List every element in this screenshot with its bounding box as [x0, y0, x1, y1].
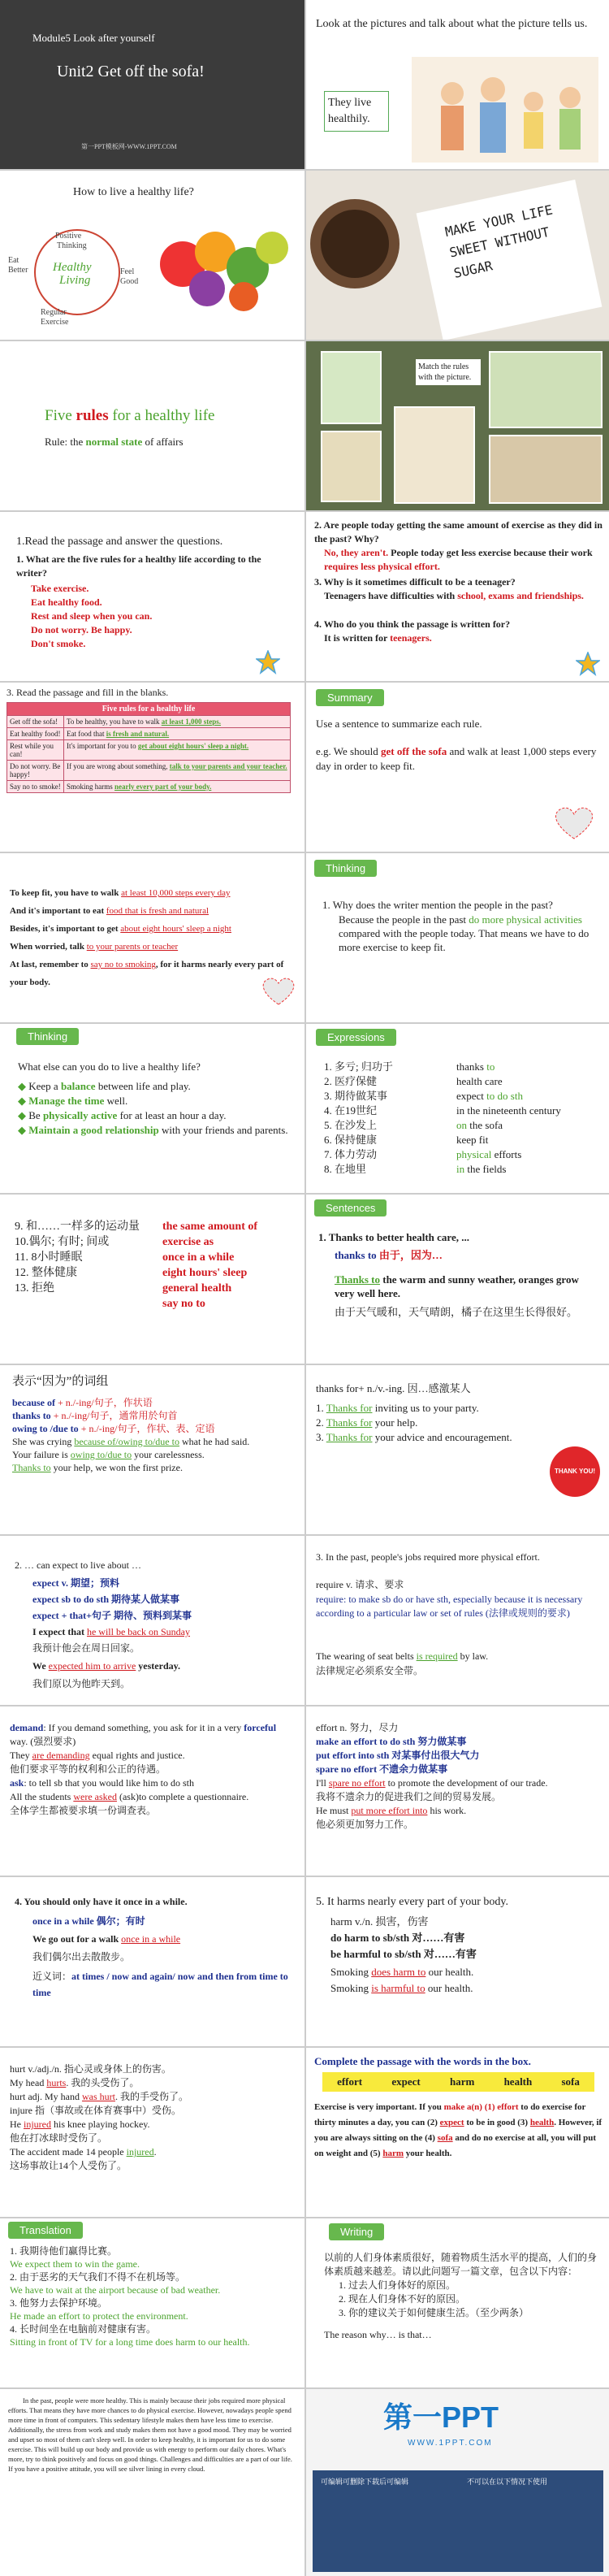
thank-you-badge: THANK YOU! [550, 1446, 600, 1497]
expressions-english-2: the same amount of exercise as once in a while eight hours' sleep general health say no to [162, 1221, 258, 1310]
summary-label: Summary [316, 689, 384, 706]
complete-passage: Exercise is very important. If you make a(n) (1) effort to do exercise for thirty minutes a day, you can (2) expect to be in good (3) health. However, if you are always sitting on the (4) sofa and do no exercise at all, you will put on weight and (5) harm your health. [314, 2102, 603, 2158]
footer-col-2: 不可以在以下情况下使用 [467, 2478, 548, 2486]
slide-demand [0, 1706, 304, 1876]
expect-heading: 2. … can expect to live about … [15, 1559, 141, 1571]
answer-1-2: Eat healthy food. [31, 596, 102, 608]
sentence-thanks-to: thanks to 由于，因为… [335, 1249, 443, 1261]
slide-complete-passage [304, 2048, 609, 2217]
svg-text:Regular: Regular [41, 308, 67, 317]
slide-expect [0, 1536, 304, 1705]
writing-prompt: 以前的人们身体素质很好，随着物质生活水平的提高，人们的身体素质越来越差。请以此问题写一篇文章，包含以下内容： 1. 过去人们身体好的原因。 2. 现在人们身体不好的原因。 3. 你的建议关于如何健康生活。（至少两条） The reason why… is that… [324, 2252, 598, 2340]
row-11 [0, 1706, 609, 1877]
intro-answer: They live healthily. [324, 91, 389, 132]
row-8 [0, 1195, 609, 1365]
slide-healthy-life [0, 171, 304, 340]
row-14 [0, 2218, 609, 2389]
svg-text:Living: Living [59, 274, 91, 287]
slide-sentences [304, 1195, 609, 1364]
row-12 [0, 1877, 609, 2048]
word-box: effort expect harm health sofa [322, 2072, 594, 2092]
slide-questions-2 [304, 512, 609, 681]
translation-list: 1. 我期待他们赢得比赛。 We expect them to win the game. 2. 由于恶劣的天气我们不得不在机场等。 We have to wait at the airport because of bad weather. 3. 他努力去保护环境。 He made an effort to protect the environment. 4. 长时间坐在电脑前对健康有害。 Sitting in front of TV for a long time does harm to our health. [10, 2245, 250, 2348]
slide-brand [304, 2389, 609, 2576]
five-rules-title: Five rules for a healthy life [45, 407, 215, 424]
because-heading: 表示“因为”的词组 [12, 1375, 109, 1388]
once-heading: 4. You should only have it once in a while. [15, 1896, 188, 1907]
brand-logo: 第一PPT [383, 2400, 499, 2434]
harm-heading: 5. It harms nearly every part of your body. [316, 1896, 509, 1908]
slide-title [0, 0, 304, 169]
thinking-answer: Because the people in the past do more physical activities compared with the people today. That means we have to do more exercise to keep fit. [339, 913, 590, 953]
expect-usage-2: expect + that+句子 期待、预料到某事 [32, 1610, 192, 1621]
summary-answers: To keep fit, you have to walk at least 10,000 steps every day And it's important to eat food that is fresh and natural Besides, it's important to get about eight hours' sleep a night When worried, talk to your parents or teacher At last, remember to say no to smoking, for it harms nearly every part of your body. [10, 888, 284, 987]
picture-2 [321, 431, 382, 502]
slide-because [0, 1365, 304, 1534]
brand-site: WWW.1PPT.COM [408, 2439, 493, 2448]
row-10 [0, 1536, 609, 1706]
svg-text:Eat: Eat [8, 256, 19, 265]
module-label: Module5 Look after yourself [32, 32, 155, 44]
table-row: Do not worry. Be happy! If you are wrong about something, talk to your parents and your teacher. [7, 761, 291, 781]
table-row: Say no to smoke! Smoking harms nearly every part of your body. [7, 781, 291, 793]
once-synonyms: 近义词：at times / now and again/ now and then from time to time [32, 1971, 288, 1998]
rule-definition: Rule: the normal state of affairs [45, 436, 184, 448]
require-example: The wearing of seat belts is required by law. [316, 1650, 489, 1662]
slide-sugar-card [304, 171, 609, 340]
svg-text:Healthy: Healthy [53, 261, 92, 274]
slide-match [304, 341, 609, 510]
slide-intro [304, 0, 609, 169]
translation-label: Translation [8, 2222, 83, 2239]
because-phrases: because of + n./-ing/句子，作状语 thanks to + n./-ing/句子，通常用於句首 owing to /due to + n./-ing/句子，作状、表、定语 She was crying because of/owing to/due to what he had said. Your failure is owing to/due to your carelessness. Thanks to your help, we won the first prize. [12, 1397, 250, 1473]
harm-example-1: Smoking does harm to our health. [330, 1966, 474, 1978]
expressions-english: thanks to health care expect to do sth in the nineteenth century on the sofa keep fit physical efforts in the fields [456, 1060, 561, 1175]
question-4: 4. Who do you think the passage is written for? [314, 618, 511, 630]
table-row: Get off the sofa! To be healthy, you have to walk at least 1,000 steps. [7, 716, 291, 728]
site-label: 第一PPT模板网-WWW.1PPT.COM [81, 143, 177, 150]
writing-label: Writing [329, 2223, 384, 2240]
picture-4 [489, 351, 603, 428]
demand-block: demand: If you demand something, you ask for it in a very forceful way. (强烈要求) They are demanding equal rights and justice. 他们要求平等的权利和公正的待遇。 ask: to tell sb that you would like him to do sth All the students were asked (ask)to complete a questionnaire. 全体学生都被要求填一份调查表。 [10, 1722, 277, 1816]
answer-3: Teenagers have difficulties with school, exams and friendships. [324, 590, 584, 601]
slide-fill-table [0, 683, 304, 852]
row-2 [0, 171, 609, 341]
healthy-cycle-diagram [8, 215, 146, 329]
svg-text:Positive: Positive [55, 232, 82, 241]
table-row: Eat healthy food! Eat food that is fresh and natural. [7, 728, 291, 740]
slide-thinking-1 [304, 853, 609, 1022]
expect-meaning: expect v. 期望；预料 [32, 1577, 119, 1589]
question-2: 2. Are people today getting the same amount of exercise as they did in the past? Why? [314, 519, 603, 544]
star-icon [576, 652, 600, 676]
slide-summary [304, 683, 609, 852]
svg-text:Feel: Feel [120, 267, 135, 276]
summary-example: e.g. We should get off the sofa and walk at least 1,000 steps every day in order to keep fit. [316, 745, 597, 772]
list-item: ◆ Manage the time well. [18, 1095, 128, 1107]
thinking-question: What else can you do to live a healthy life? [18, 1060, 201, 1073]
summary-instruction: Use a sentence to summarize each rule. [316, 718, 482, 730]
heart-icon [258, 975, 299, 1008]
star-icon [256, 650, 280, 674]
sentence-1: 1. Thanks to better health care, ... [318, 1231, 469, 1243]
picture-3 [394, 406, 475, 504]
row-3 [0, 341, 609, 512]
complete-heading: Complete the passage with the words in the box. [314, 2055, 531, 2067]
slide-thinking-2 [0, 1024, 304, 1193]
slide-expressions-2 [0, 1195, 304, 1364]
svg-text:Better: Better [8, 266, 28, 275]
slide-summary-answers [0, 853, 304, 1022]
sentence-example: Thanks to the warm and sunny weather, oranges grow very well here. [335, 1273, 579, 1299]
effort-block: effort n. 努力，尽力 make an effort to do sth 努力做某事 put effort into sth 对某事付出很大气力 spare no effort 不遗余力做某事 I'll spare no effort to promote the development of our trade. 我将不遗余力的促进我们之间的贸易发展。 He must put more effort into his work. 他必须更加努力工作。 [316, 1722, 548, 1830]
thinking-question: 1. Why does the writer mention the people in the past? [322, 899, 553, 911]
once-meaning: once in a while 偶尔；有时 [32, 1915, 145, 1927]
answer-1-5: Don't smoke. [31, 638, 86, 649]
harm-usage-2: be harmful to sb/sth 对……有害 [330, 1948, 477, 1960]
svg-text:Thinking: Thinking [57, 241, 87, 250]
expect-example-2: We expected him to arrive yesterday. [32, 1660, 180, 1672]
thinking-items [18, 1079, 294, 1138]
once-example: We go out for a walk once in a while [32, 1933, 181, 1945]
question-1-heading: 1.Read the passage and answer the questions. [16, 536, 223, 548]
slide-once-in-a-while [0, 1877, 304, 2046]
slide-writing [304, 2218, 609, 2387]
harm-meaning: harm v./n. 损害，伤害 [330, 1915, 429, 1928]
sugar-card-text: MAKE YOUR LIFE SWEET WITHOUT SUGAR [443, 202, 555, 281]
answer-1-1: Take exercise. [31, 583, 89, 594]
footer-col-1: 可编辑可删除下载后可编辑 [321, 2478, 409, 2486]
table-row: Rest while you can! It's important for you to get about eight hours' sleep a night. [7, 740, 291, 761]
require-definition: require: to make sb do or have sth, especially because it is necessary according to a particular law or set of rules (法律或规则的要求) [316, 1594, 583, 1619]
match-instruction: Match the rules with the picture. [416, 359, 481, 385]
fill-table-title: 3. Read the passage and fill in the blanks. [6, 687, 169, 698]
rules-table [6, 702, 291, 793]
sentences-label: Sentences [314, 1199, 387, 1216]
slide-effort [304, 1706, 609, 1876]
hurt-block: hurt v./adj./n. 指心灵或身体上的伤害。 My head hurts. 我的头受伤了。 hurt adj. My hand was hurt. 我的手受伤了。 injure 指（事故或在体育赛事中）受伤。 He injured his knee playing hockey. 他在打冰球时受伤了。 The accident made 14 people injured. 这场事故让14个人受伤了。 [10, 2063, 189, 2171]
thanks-for-heading: thanks for+ n./v.-ing. 因…感激某人 [316, 1382, 471, 1394]
sentence-translation: 由于天气暖和，天气晴朗，橘子在这里生长得很好。 [335, 1306, 578, 1318]
slide-five-rules [0, 341, 304, 510]
expect-example-1: I expect that he will be back on Sunday [32, 1626, 190, 1637]
slide-require [304, 1536, 609, 1705]
slide-translation [0, 2218, 304, 2387]
healthy-life-title: How to live a healthy life? [73, 186, 194, 198]
expressions-chinese-2: 9. 和……一样多的运动量 10.偶尔; 有时; 间或 11. 8小时睡眠 12. 整体健康 13. 拒绝 [15, 1221, 140, 1295]
expect-translation-1: 我预计他会在周日回家。 [32, 1642, 140, 1654]
svg-text:Good: Good [120, 277, 139, 286]
rules-table-header: Five rules for a healthy life [7, 703, 291, 716]
row-1 [0, 0, 609, 171]
once-translation: 我们偶尔出去散散步。 [32, 1951, 131, 1962]
list-item: ◆ Be physically active for at least an hour a day. [18, 1109, 227, 1121]
thinking-label: Thinking [16, 1028, 79, 1045]
harm-usage-1: do harm to sb/sth 对……有害 [330, 1932, 465, 1944]
unit-title: Unit2 Get off the sofa! [57, 63, 205, 80]
row-6 [0, 853, 609, 1024]
expressions-label: Expressions [316, 1029, 396, 1046]
answer-2: No, they aren't. People today get less exercise because their work requires less physical effort. [324, 547, 593, 572]
answer-1-4: Do not worry. Be happy. [31, 624, 132, 635]
row-15 [0, 2389, 609, 2576]
answer-1-3: Rest and sleep when you can. [31, 610, 153, 622]
question-3: 3. Why is it sometimes difficult to be a teenager? [314, 576, 516, 588]
brand-footer [313, 2470, 603, 2572]
picture-5 [489, 435, 603, 504]
intro-text: Look at the pictures and talk about what the picture tells us. [316, 18, 588, 30]
row-7 [0, 1024, 609, 1195]
thinking-label: Thinking [314, 860, 377, 877]
row-4 [0, 512, 609, 683]
thanks-for-examples: 1. Thanks for inviting us to your party. 2. Thanks for your help. 3. Thanks for your advice and encouragement. [316, 1402, 512, 1443]
svg-text:Exercise: Exercise [41, 318, 69, 327]
row-13 [0, 2048, 609, 2218]
expect-usage-1: expect sb to do sth 期待某人做某事 [32, 1594, 180, 1605]
list-item: ◆ Keep a balance between life and play. [18, 1080, 191, 1092]
slide-hurt [0, 2048, 304, 2217]
family-illustration [412, 57, 598, 163]
list-item: ◆ Maintain a good relationship with your friends and parents. [18, 1124, 288, 1136]
slide-sample-essay [0, 2389, 304, 2576]
question-1: 1. What are the five rules for a healthy life according to the writer? [16, 553, 261, 579]
harm-example-2: Smoking is harmful to our health. [330, 1982, 473, 1994]
fruits-vegetables-image [150, 215, 296, 313]
slide-harm [304, 1877, 609, 2046]
answer-4: It is written for teenagers. [324, 632, 432, 644]
require-translation: 法律规定必须系安全带。 [316, 1665, 424, 1676]
slide-expressions [304, 1024, 609, 1193]
require-meaning: require v. 请求、要求 [316, 1579, 404, 1590]
slide-thanks-for [304, 1365, 609, 1534]
require-heading: 3. In the past, people's jobs required more physical effort. [316, 1551, 540, 1563]
expect-translation-2: 我们原以为他昨天到。 [32, 1678, 131, 1689]
heart-icon [550, 804, 598, 841]
sample-essay: In the past, people were more healthy. This is mainly because their jobs required more physical efforts. That means they have more chances to do physical exercise. However, nowadays people spend more time in front of computers. This sedentary lifestyle makes them have less time to exercise. Additionally, the stress from work and study makes them not have a good mood. They may be worried and upset so most of them can't sleep well. In order to keep healthy, it is important for us to do some exercise. This will build up our body and provide us with energy to perform our daily chores. What's more, try to think positively and focus on good things. Challenges and difficulties are a part of our life. If you have a positive attitude, you will see silver lining in every cloud. [8, 2396, 292, 2473]
expressions-chinese: 1. 多亏; 归功于 2. 医疗保健 3. 期待做某事 4. 在19世纪 5. 在沙发上 6. 保持健康 7. 体力劳动 8. 在地里 [324, 1060, 393, 1175]
row-5 [0, 683, 609, 853]
row-9 [0, 1365, 609, 1536]
slide-questions-1 [0, 512, 304, 681]
picture-1 [321, 351, 382, 424]
